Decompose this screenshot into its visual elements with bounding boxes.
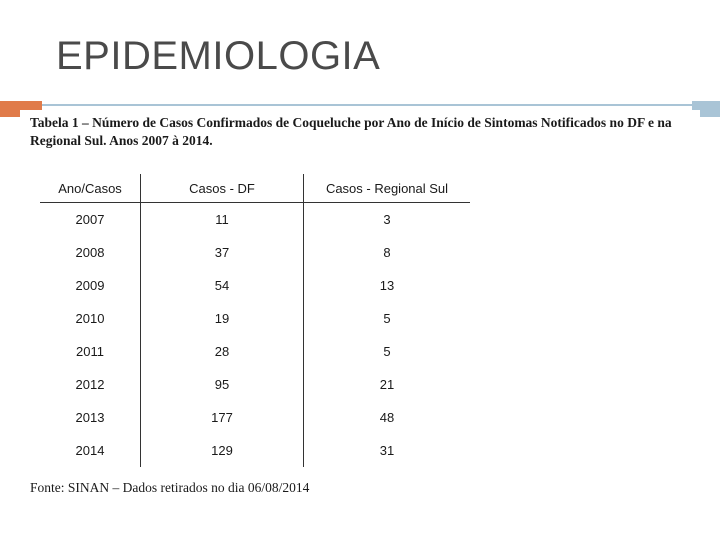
cell-year: 2008 [40,236,141,269]
cell-year: 2014 [40,434,141,467]
cell-cases-df: 177 [141,401,304,434]
table-row [40,434,470,467]
table-row [40,203,470,237]
cell-cases-df: 37 [141,236,304,269]
table-caption: Tabela 1 – Número de Casos Confirmados de Coqueluche por Ano de Início de Sintomas Notificados no DF e na Regional Sul. Anos 2007 à 2014. [30,115,672,148]
cell-year: 2013 [40,401,141,434]
cell-year: 2012 [40,368,141,401]
header-cases-regional-sul: Casos - Regional Sul [304,174,471,203]
cell-year: 2011 [40,335,141,368]
cell-cases-df: 54 [141,269,304,302]
cell-year: 2007 [40,203,141,237]
slide-title: EPIDEMIOLOGIA [56,34,381,78]
cell-cases-regional-sul: 5 [383,344,391,359]
table-row [40,302,470,335]
cell-year: 2009 [40,269,141,302]
cell-cases-df: 11 [141,203,304,237]
table-header-row [40,174,470,203]
table-source: Fonte: SINAN – Dados retirados no dia 06/08/2014 [30,480,310,495]
table-row [40,236,470,269]
table-row [40,269,470,302]
header-cases-df: Casos - DF [141,174,304,203]
cell-cases-df: 28 [141,335,304,368]
cell-cases-regional-sul: 13 [379,278,395,293]
cell-cases-regional-sul: 3 [383,212,391,227]
cell-year: 2010 [40,302,141,335]
cell-cases-regional-sul: 48 [379,410,395,425]
cell-cases-df: 19 [141,302,304,335]
table-row [40,401,470,434]
cell-cases-regional-sul: 8 [383,245,391,260]
cell-cases-regional-sul: 31 [379,443,395,458]
table-body [40,203,470,468]
cell-cases-df: 95 [141,368,304,401]
header-year: Ano/Casos [40,174,141,203]
table-row [40,335,470,368]
cell-cases-df: 129 [141,434,304,467]
table-image-panel [20,110,700,500]
accent-divider-line [42,104,692,106]
cell-cases-regional-sul: 21 [379,377,395,392]
table-row [40,368,470,401]
cases-table [40,174,470,467]
cell-cases-regional-sul: 5 [383,311,391,326]
